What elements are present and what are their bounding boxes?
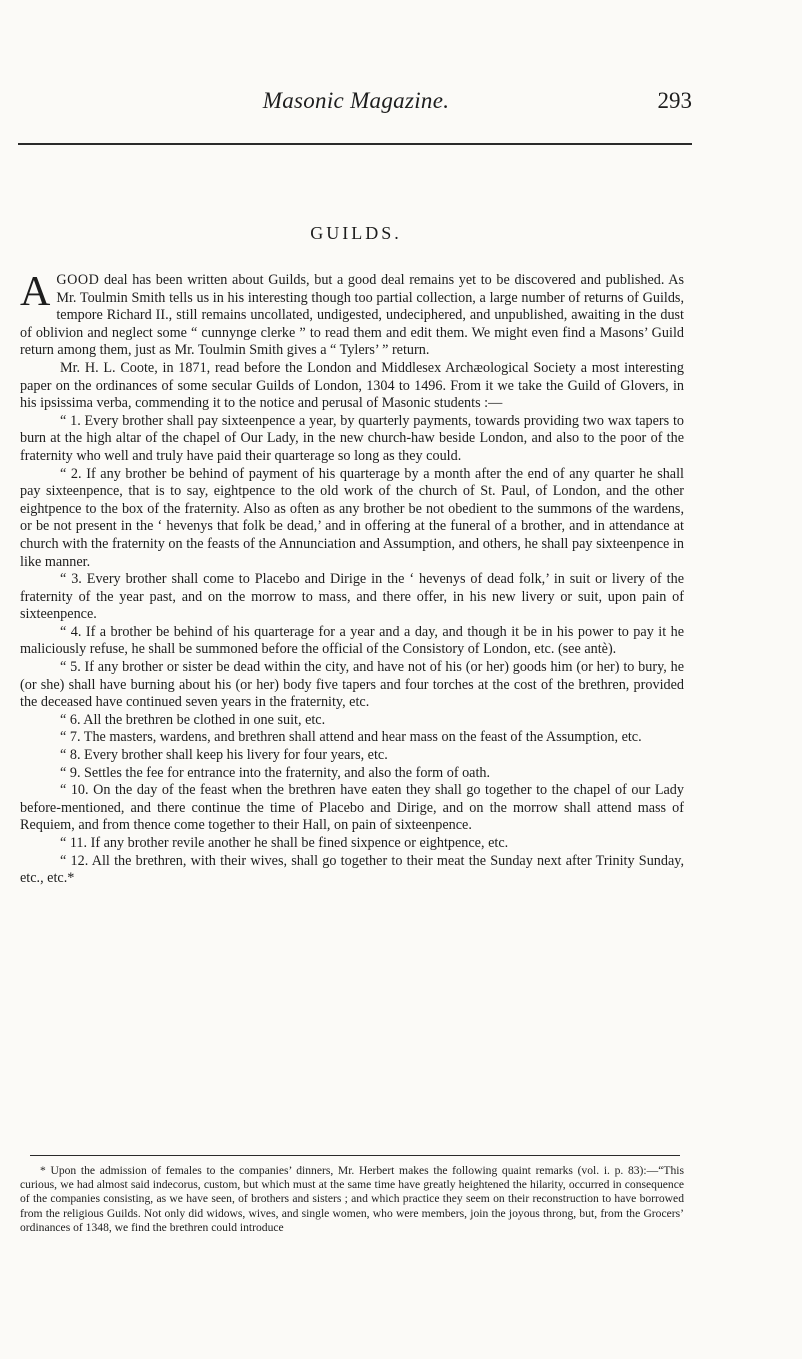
footnote-text: * Upon the admission of females to the companies’ dinners, Mr. Herbert makes the following quaint remarks (vol. i. p. 83):—“This curious, we had almost said indecorus, custom, but which must at the same time have greatly heightened the hilarity, occurred in consequence of the companies consisting, as we have seen, of brothers and sisters ; and which practice they seem on their reconstruction to have borrowed from the religious Guilds. Not only did widows, wives, and single women, who were members, join the joyous throng, but, from the Grocers’ ordinances of 1348, we find the brethren could introduce xyxy=(20,1164,684,1234)
running-head xyxy=(20,88,692,122)
ordinance-2: “ 2. If any brother be behind of payment of his quarterage by a month after the end of any quarter he shall pay sixteenpence, that is to say, eightpence to the old work of the church of St. Paul, of London, and the other eightpence to the box of the fraternity. Also as often as any brother be not obedient to the summons of the wardens, or be not present in the ‘ hevenys that folk be dead,’ and in offering at the funeral of a brother, and in attendance at church with the fraternity on the feasts of the Annunciation and Assumption, and others, he shall pay sixteenpence in like manner. xyxy=(20,465,684,570)
ordinance-8: “ 8. Every brother shall keep his livery for four years, etc. xyxy=(60,747,388,764)
ordinance-9: “ 9. Settles the fee for entrance into the fraternity, and also the form of oath. xyxy=(60,764,491,781)
lead-word: GOOD xyxy=(56,272,100,288)
paragraph-1 xyxy=(20,269,684,360)
drop-cap: A xyxy=(20,269,51,315)
ordinance-5: “ 5. If any brother or sister be dead within the city, and have not of his (or her) goods him (or her) to bury, he (or she) shall have burning about his (or her) body five tapers and four torches at the cost of the brethren, provided the deceased have continued seven years in the fraternity, etc. xyxy=(20,659,684,711)
ordinance-1: “ 1. Every brother shall pay sixteenpence a year, by quarterly payments, towards providing two wax tapers to burn at the high altar of the chapel of Our Lady, in the new church-haw beside London, and also to the poor of the fraternity who well and truly have paid their quarterage so long as they could. xyxy=(20,412,684,464)
article-title: GUILDS. xyxy=(310,223,402,243)
ordinance-12: “ 12. All the brethren, with their wives, shall go together to their meat the Sunday next after Trinity Sunday, etc., etc.* xyxy=(20,852,684,887)
ordinance-7: “ 7. The masters, wardens, and brethren shall attend and hear mass on the feast of the Assumption, etc. xyxy=(60,729,642,746)
ordinance-4: “ 4. If a brother be behind of his quarterage for a year and a day, and though it be in his power to pay it he maliciously refuse, he shall be summoned before the official of the Consistory of London, etc. (see antè). xyxy=(20,623,684,658)
footnote-rule xyxy=(30,1155,680,1156)
footnote xyxy=(20,1164,684,1235)
paragraph-2: Mr. H. L. Coote, in 1871, read before the London and Middlesex Archæological Society a most interesting paper on the ordinances of some secular Guilds of London, 1304 to 1496. From it we take the Guild of Glovers, in his ipsissima verba, commending it to the notice and perusal of Masonic students :— xyxy=(20,359,684,412)
article-body xyxy=(20,269,684,888)
ordinance-3: “ 3. Every brother shall come to Placebo and Dirige in the ‘ hevenys of dead folk,’ in suit or livery of the fraternity of the year past, and on the morrow to mass, and there offer, in his new livery or suit, upon pain of sixteenpence. xyxy=(20,571,684,623)
ordinance-11: “ 11. If any brother revile another he shall be fined sixpence or eightpence, etc. xyxy=(60,835,509,851)
header-rule xyxy=(18,143,692,145)
ordinance-10: “ 10. On the day of the feast when the brethren have eaten they shall go together to the chapel of our Lady before-mentioned, and there continue the time of Placebo and Dirige, and on the morrow shall attend mass of Requiem, and from thence come together to their Hall, on pain of sixteenpence. xyxy=(20,782,684,834)
page-number: 293 xyxy=(657,88,692,113)
journal-title: Masonic Magazine. xyxy=(262,88,450,113)
paragraph-text: deal has been written about Guilds, but a good deal remains yet to be discovered and published. As Mr. Toulmin Smith tells us in his interesting though too partial collection, a large number of returns of Guilds, tempore Richard II., still remains uncollated, undigested, undeciphered, and unpublished, awaiting in the dust of oblivion and neglect some “ cunnynge clerke ” to read them and edit them. We might even find a Masons’ Guild return among them, just as Mr. Toulmin Smith gives a “ Tylers’ ” return. xyxy=(20,272,684,359)
ordinance-6: “ 6. All the brethren be clothed in one suit, etc. xyxy=(60,711,326,728)
